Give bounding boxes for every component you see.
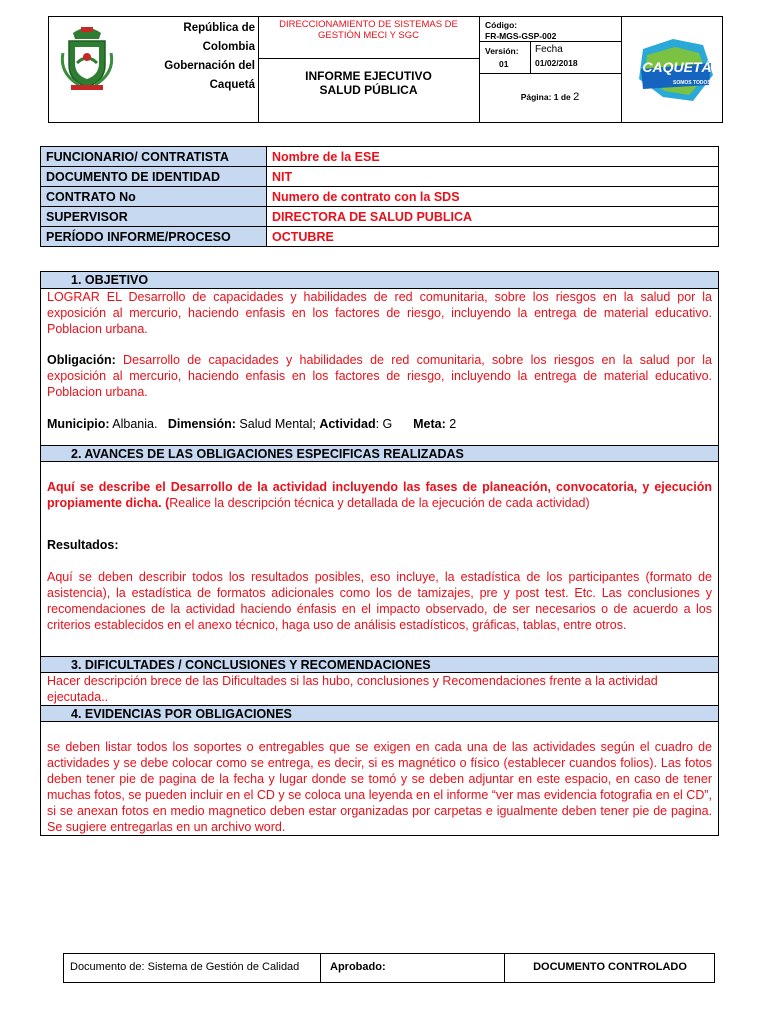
table-row <box>41 167 719 187</box>
table-row <box>41 227 719 247</box>
info-key: FUNCIONARIO/ CONTRATISTA <box>41 147 267 167</box>
coat-of-arms-logo <box>59 23 115 93</box>
code-value: FR-MGS-GSP-002 <box>485 31 557 41</box>
municipio-label: Municipio: <box>47 417 110 431</box>
avances-paragraph <box>41 479 718 511</box>
obligacion-text: Desarrollo de capacidades y habilidades de red comunitaria, sobre los riesgos en la salud por la exposición al mercurio, haciendo enfasis en los factores de riesgo, incluyendo la entrega de material educativo. Poblacion urbana. <box>47 353 712 399</box>
dimension-value: Salud Mental; <box>235 417 320 431</box>
info-key: DOCUMENTO DE IDENTIDAD <box>41 167 267 187</box>
section-dificultades-heading: 3. DIFICULTADES / CONCLUSIONES Y RECOMENDACIONES <box>41 656 718 673</box>
objetivo-text: LOGRAR EL Desarrollo de capacidades y habilidades de red comunitaria, sobre los riesgos en la salud por la exposición al mercurio, haciendo enfasis en los factores de riesgo, incluyendo la entrega de material educativo. Poblacion urbana. <box>47 290 712 336</box>
footer-table <box>63 953 715 983</box>
info-table <box>40 146 719 247</box>
info-key: SUPERVISOR <box>41 207 267 227</box>
table-row <box>41 187 719 207</box>
report-title: INFORME EJECUTIVO SALUD PÚBLICA <box>305 69 432 97</box>
section-avances-heading: 2. AVANCES DE LAS OBLIGACIONES ESPECIFICAS REALIZADAS <box>41 445 718 462</box>
table-row <box>41 147 719 167</box>
section-evidencias-heading: 4. EVIDENCIAS POR OBLIGACIONES <box>41 705 718 722</box>
system-title: DIRECCIONAMIENTO DE SISTEMAS DE GESTIÓN MECI Y SGC <box>279 19 458 41</box>
table-row <box>41 207 719 227</box>
section-objetivo-heading: 1. OBJETIVO <box>41 272 718 289</box>
date-label: Fecha <box>535 44 563 55</box>
resultados-text: Aquí se deben describir todos los resultados posibles, eso incluye, la estadística de los participantes (formato de asistencia), la estadística de formatos adicionales como los de tamizajes, pre y post test. Etc. Las conclusiones y recomendaciones de la actividad haciendo énfasis en el impacto observado, de ser necesarios o de acuerdo a los criterios establecidos en el anexo técnico, haga uso de análisis estadísticos, gráficas, tablas, entre otros. <box>47 570 712 632</box>
page-label: Página: 1 de <box>520 92 571 102</box>
obligacion-label: Obligación: <box>47 353 116 367</box>
avances-bold-text: Aquí se describe el Desarrollo de la actividad incluyendo las fases de planeación, convocatoria, y ejecución propiamente dicha. ( <box>47 480 712 510</box>
republic-label: República de Colombia <box>183 22 255 53</box>
version-value: 01 <box>499 59 509 69</box>
meta-value: 2 <box>445 417 457 431</box>
info-value: DIRECTORA DE SALUD PUBLICA <box>267 207 719 227</box>
avances-text: Realice la descripción técnica y detallada de la ejecución de cada actividad) <box>169 496 590 510</box>
report-body <box>40 271 719 836</box>
dificultades-text: Hacer descripción brece de las Dificultades si las hubo, conclusiones y Recomendaciones frente a la actividad ejecutada.. <box>47 674 658 704</box>
document-header <box>48 16 723 123</box>
resultados-label: Resultados: <box>47 538 119 552</box>
date-value: 01/02/2018 <box>535 58 578 68</box>
info-value: Numero de contrato con la SDS <box>267 187 719 207</box>
code-label: Código: <box>485 20 518 30</box>
meta-label: Meta: <box>413 417 446 431</box>
caqueta-logo <box>633 35 717 107</box>
government-label: Gobernación del Caquetá <box>164 60 255 91</box>
caqueta-logo-slogan: SOMOS TODOS <box>673 80 711 86</box>
footer-controlled: DOCUMENTO CONTROLADO <box>533 961 687 973</box>
obligacion-paragraph <box>41 352 718 400</box>
info-key: PERÍODO INFORME/PROCESO <box>41 227 267 247</box>
page-total: 2 <box>573 91 580 103</box>
info-value: Nombre de la ESE <box>267 147 719 167</box>
dimension-label: Dimensión: <box>167 417 236 431</box>
footer-approved: Aprobado: <box>330 961 386 973</box>
info-value: OCTUBRE <box>267 227 719 247</box>
info-value: NIT <box>267 167 719 187</box>
municipio-value: Albania. <box>109 417 168 431</box>
footer-document-of: Documento de: Sistema de Gestión de Calidad <box>70 961 300 973</box>
evidencias-text: se deben listar todos los soportes o entregables que se exigen en cada una de las actividades según el cuadro de actividades y se debe colocar como se entrega, es decir, si es magnético o físico (establecer cuandos folios). Las fotos deben tener pie de pagina de la fecha y lugar donde se tomó y se deben adjuntar en este espacio, en caso de tener muchas fotos, se pueden incluir en el CD y se coloca una leyenda en el informe “ver mas evidencia fotografia en el CD”, si se anexan fotos en medio magnetico deben estar organizadas por carpetas e igualmente deben tener pie de pagina. Se sugiere entregarlas en un archivo word. <box>47 740 712 834</box>
info-key: CONTRATO No <box>41 187 267 207</box>
version-label: Versión: <box>485 46 519 56</box>
actividad-value: : G <box>375 417 414 431</box>
caqueta-logo-text: CAQUETÁ <box>642 59 712 75</box>
meta-line <box>41 416 718 432</box>
actividad-label: Actividad <box>319 417 376 431</box>
